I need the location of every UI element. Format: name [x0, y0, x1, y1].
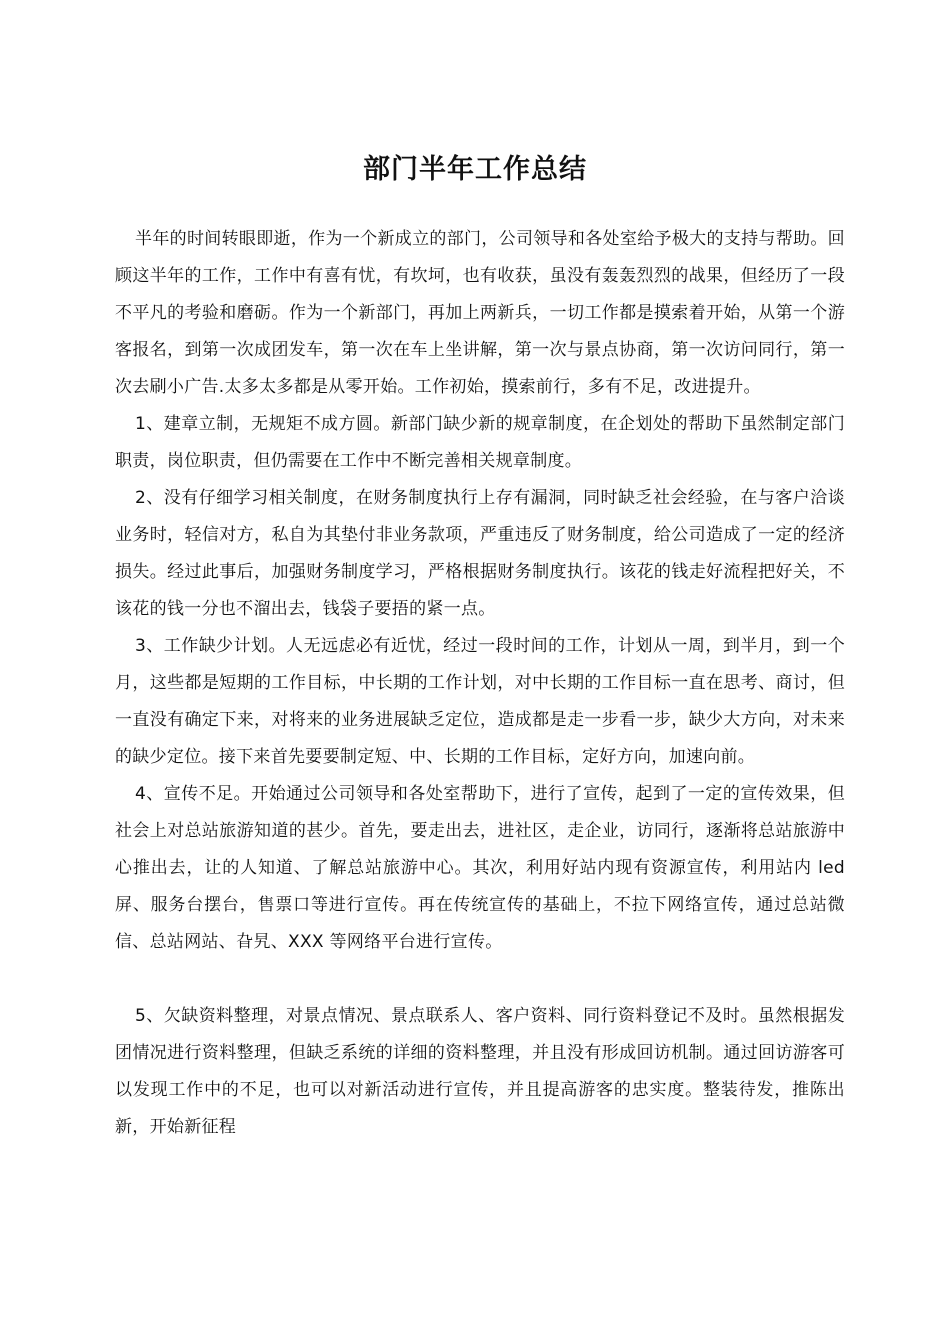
- paragraph-item-1: 1、建章立制，无规矩不成方圆。新部门缺少新的规章制度，在企划处的帮助下虽然制定部门职责，岗位职责，但仍需要在工作中不断完善相关规章制度。: [115, 414, 845, 471]
- document-title: 部门半年工作总结: [363, 154, 587, 186]
- document-body: [115, 221, 845, 1146]
- paragraph-item-2: 2、没有仔细学习相关制度，在财务制度执行上存有漏洞，同时缺乏社会经验，在与客户洽谈业务时，轻信对方，私自为其垫付非业务款项，严重违反了财务制度，给公司造成了一定的经济损失。经过此事后，加强财务制度学习，严格根据财务制度执行。该花的钱走好流程把好关，不该花的钱一分也不溜出去，钱袋子要捂的紧一点。: [115, 488, 845, 619]
- paragraph-item-4: 4、宣传不足。开始通过公司领导和各处室帮助下，进行了宣传，起到了一定的宣传效果，但社会上对总站旅游知道的甚少。首先，要走出去，进社区，走企业，访同行，逐渐将总站旅游中心推出去，让的人知道、了解总站旅游中心。其次，利用好站内现有资源宣传，利用站内 led 屏、服务台摆台，售票口等进行宣传。再在传统宣传的基础上，不拉下网络宣传，通过总站微信、总站网站、旮旯、XXX 等网络平台进行宣传。: [115, 784, 845, 952]
- paragraph-intro: 半年的时间转眼即逝，作为一个新成立的部门，公司领导和各处室给予极大的支持与帮助。回顾这半年的工作，工作中有喜有忧，有坎坷，也有收获，虽没有轰轰烈烈的战果，但经历了一段不平凡的考验和磨砺。作为一个新部门，再加上两新兵，一切工作都是摸索着开始，从第一个游客报名，到第一次成团发车，第一次在车上坐讲解，第一次与景点协商，第一次访问同行，第一次去刷小广告.太多太多都是从零开始。工作初始，摸索前行，多有不足，改进提升。: [115, 229, 845, 397]
- paragraph-item-3: 3、工作缺少计划。人无远虑必有近忧，经过一段时间的工作，计划从一周，到半月，到一个月，这些都是短期的工作目标，中长期的工作计划，对中长期的工作目标一直在思考、商讨，但一直没有确定下来，对将来的业务进展缺乏定位，造成都是走一步看一步，缺少大方向，对未来的缺少定位。接下来首先要要制定短、中、长期的工作目标，定好方向，加速向前。: [115, 636, 845, 767]
- paragraph-item-5: 5、欠缺资料整理，对景点情况、景点联系人、客户资料、同行资料登记不及时。虽然根据发团情况进行资料整理，但缺乏系统的详细的资料整理，并且没有形成回访机制。通过回访游客可以发现工作中的不足，也可以对新活动进行宣传，并且提高游客的忠实度。整装待发，推陈出新，开始新征程: [115, 1006, 845, 1137]
